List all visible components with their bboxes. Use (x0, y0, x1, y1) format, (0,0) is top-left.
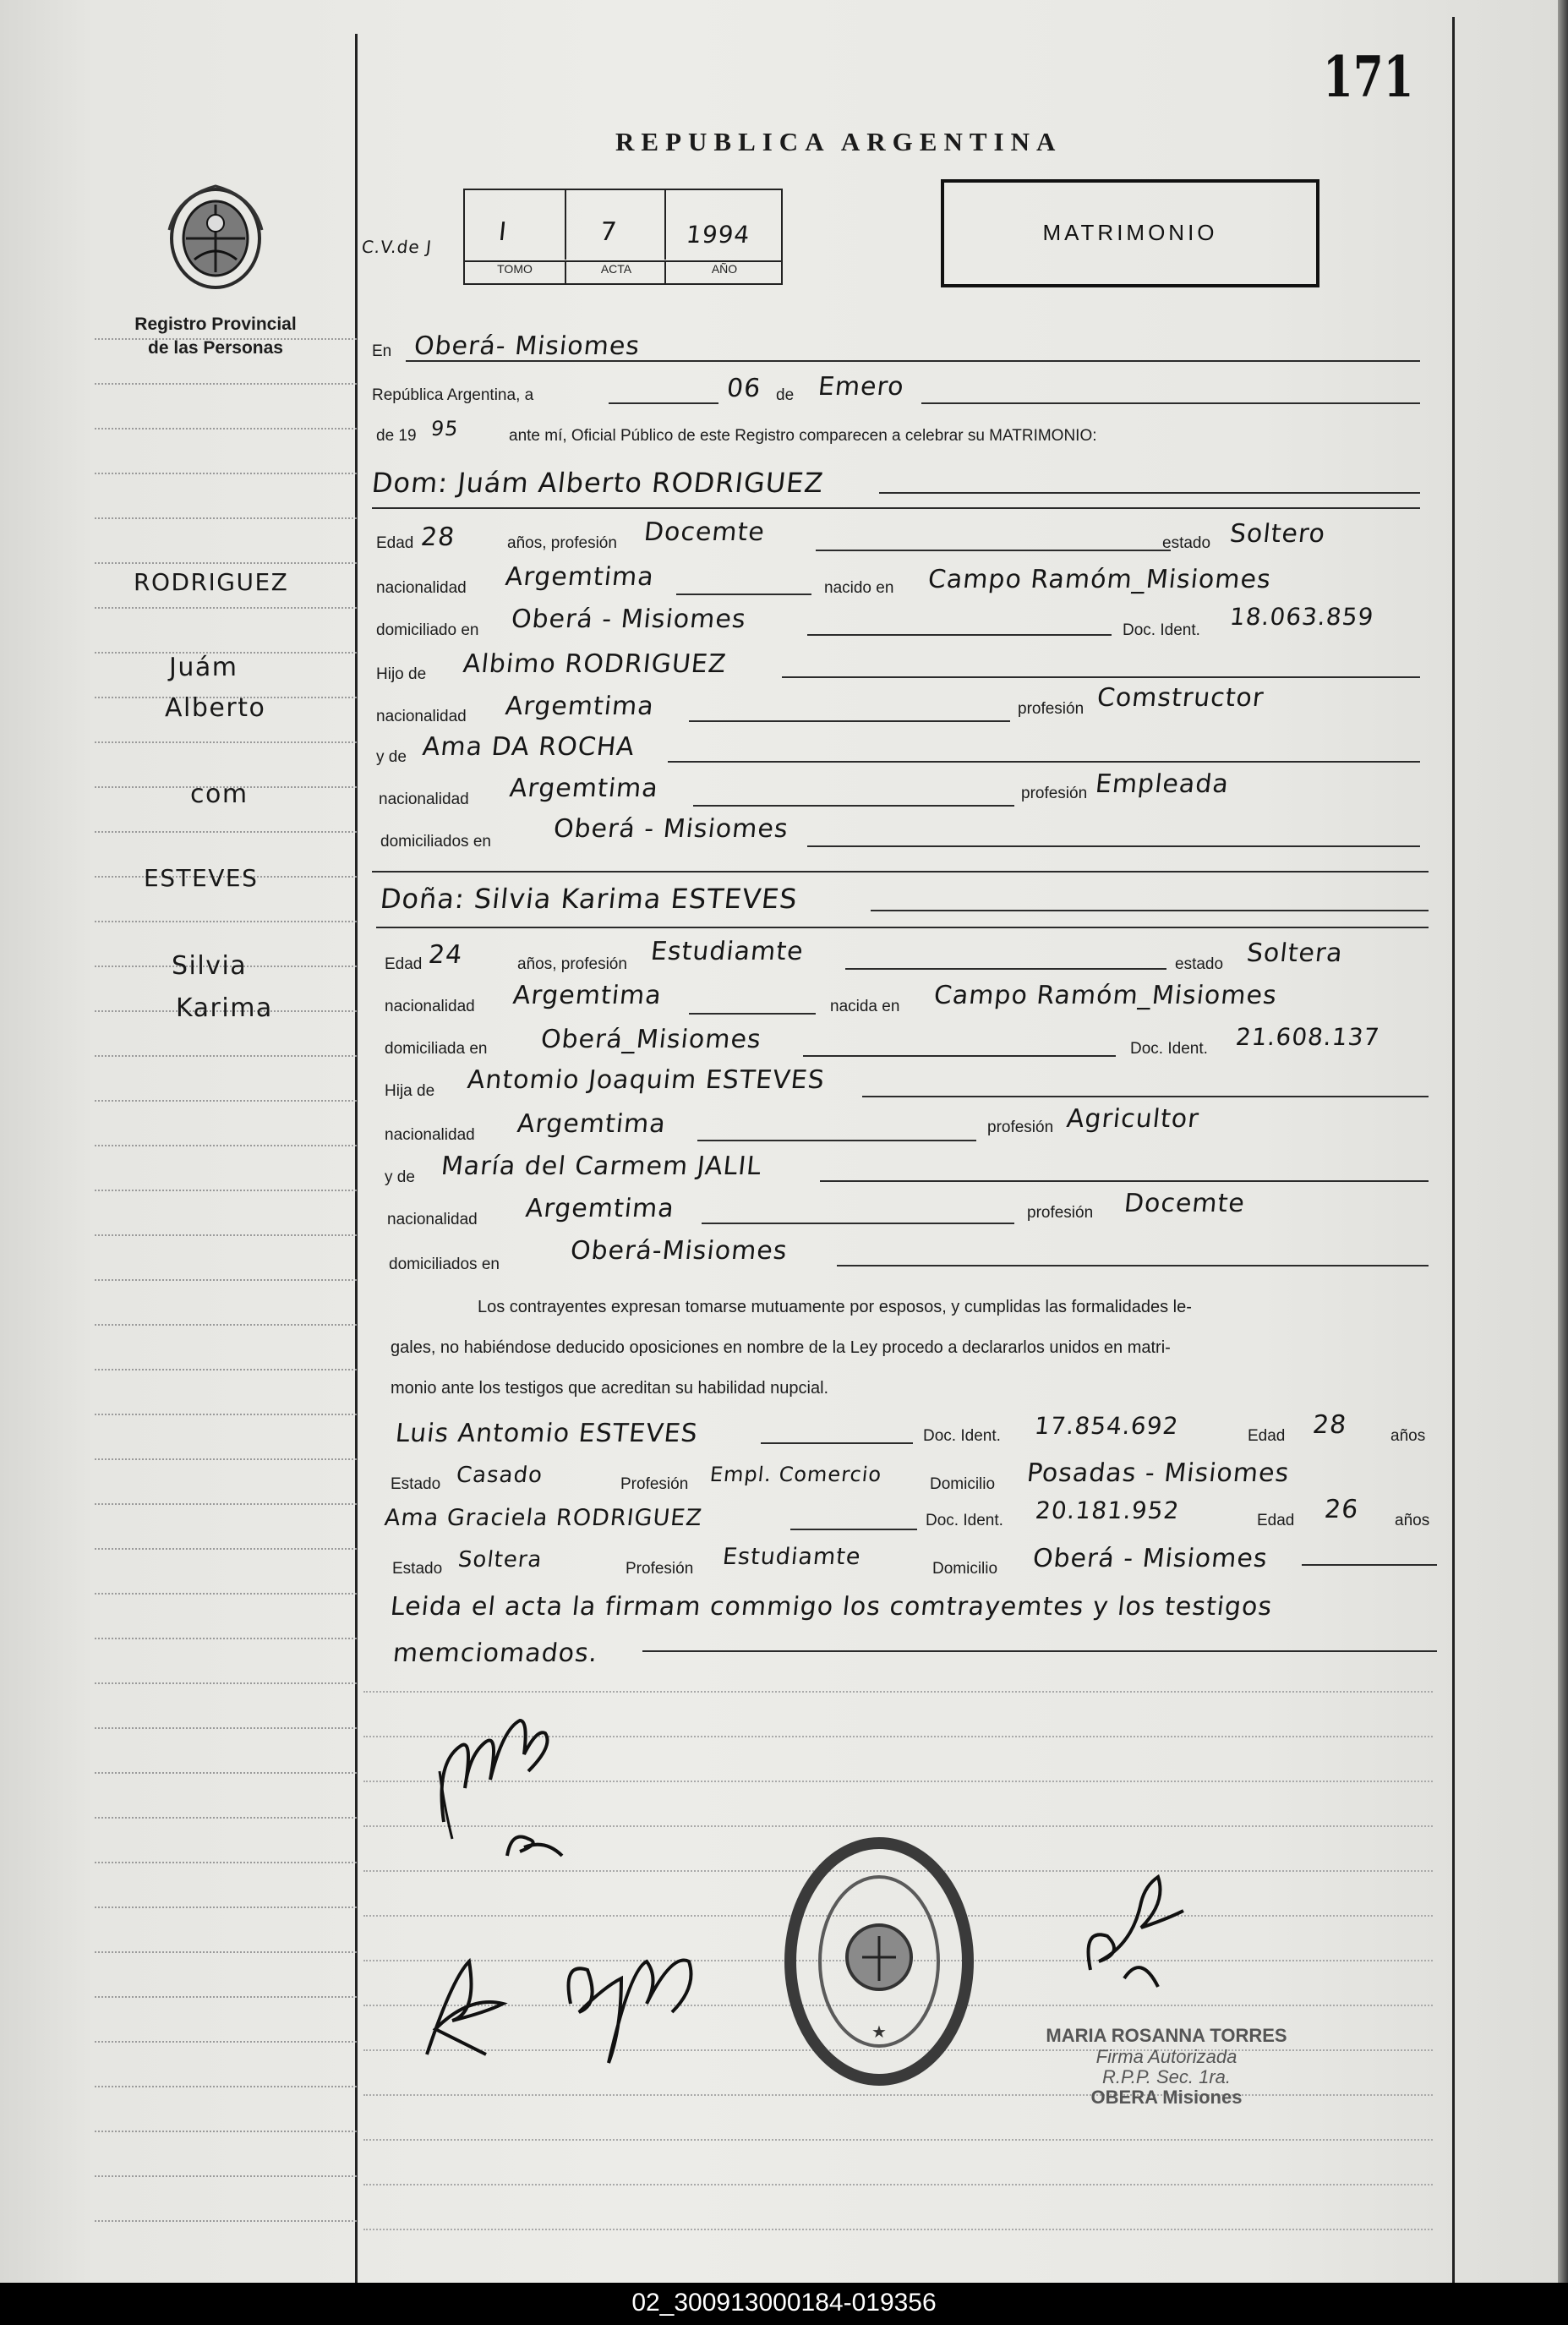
de-label: de (776, 386, 795, 404)
bride-doc-number: 21.608.137 (1234, 1023, 1382, 1051)
bride-full-name: Doña: Silvia Karima ESTEVES (379, 883, 800, 915)
witness2-doc-number: 20.181.952 (1034, 1496, 1182, 1524)
witness2-edad-label: Edad (1257, 1512, 1295, 1529)
bride-nacionalidad-label: nacionalidad (385, 998, 475, 1015)
fill-line (790, 1529, 917, 1530)
official-office: R.P.P. Sec. 1ra. (1101, 2066, 1232, 2087)
fill-line (697, 1140, 976, 1141)
registry-line-2: de las Personas (148, 338, 283, 358)
bride-father-profession: Agricultor (1065, 1104, 1201, 1134)
fill-line (676, 594, 811, 595)
page-edge (1558, 0, 1568, 2283)
groom-father-nationality: Argemtima (504, 692, 656, 721)
bride-father-label: Hija de (385, 1082, 435, 1100)
right-vertical-border (1452, 17, 1455, 2283)
bride-estado-label: estado (1175, 955, 1224, 973)
fill-line (693, 805, 1014, 807)
witness1-doc-label: Doc. Ident. (923, 1427, 1001, 1445)
witness2-age: 26 (1323, 1495, 1361, 1524)
witness1-domicile: Posadas - Misiomes (1025, 1458, 1292, 1488)
month-value: Emero (817, 372, 906, 402)
bride-parents-dom-label: domiciliados en (389, 1256, 500, 1273)
left-vertical-border (355, 34, 358, 2283)
groom-father: Albimo RODRIGUEZ (462, 649, 729, 679)
bride-domicile: Oberá_Misiomes (539, 1025, 763, 1054)
witness2-profession: Estudiamte (721, 1544, 863, 1570)
fill-line (689, 720, 1010, 722)
groom-birthplace: Campo Ramóm_Misiomes (926, 565, 1273, 594)
witness1-profesion-label: Profesión (620, 1475, 689, 1493)
groom-mother-prof-label: profesión (1021, 785, 1088, 802)
witness2-estado-label: Estado (392, 1560, 443, 1578)
intro-text: ante mí, Oficial Público de este Registro comparecen a celebrar su MATRIMONIO: (509, 427, 1097, 445)
groom-doc-label: Doc. Ident. (1123, 621, 1200, 639)
bride-age: 24 (427, 940, 465, 970)
bride-mother-nat-label: nacionalidad (387, 1211, 478, 1228)
republica-label: República Argentina, a (372, 386, 534, 404)
groom-nacionalidad-label: nacionalidad (376, 579, 467, 597)
fill-line (807, 845, 1420, 847)
declaration-line-2: gales, no habiéndose deducido oposiciones en nombre de la Ley procedo a declararlos unidos en matri- (391, 1338, 1171, 1357)
bride-section-divider (376, 927, 1429, 928)
groom-anos-profesion-label: años, profesión (507, 534, 617, 552)
witness1-profession: Empl. Comercio (708, 1463, 883, 1486)
fill-line (1302, 1564, 1437, 1566)
fill-line (837, 1265, 1429, 1266)
official-signature (1074, 1852, 1192, 1995)
groom-full-name: Dom: Juám Alberto RODRIGUEZ (370, 467, 826, 499)
acta-reference-table (463, 189, 783, 285)
fill-line (807, 634, 1112, 636)
margin-groom-name-2: Alberto (165, 693, 266, 723)
day-value: 06 (725, 374, 763, 403)
groom-father-nat-label: nacionalidad (376, 708, 467, 725)
groom-mother: Ama DA ROCHA (421, 732, 636, 762)
registry-line-1: Registro Provincial (134, 315, 297, 334)
margin-connector: com (190, 780, 249, 809)
witness1-age: 28 (1311, 1410, 1349, 1440)
margin-groom-name-1: Juám (169, 653, 238, 682)
bride-domiciliada-label: domiciliada en (385, 1040, 488, 1058)
witness2-civil-status: Soltera (456, 1547, 544, 1573)
groom-mother-nat-label: nacionalidad (379, 790, 469, 808)
margin-bride-surname: ESTEVES (144, 864, 259, 892)
fill-line (816, 550, 1171, 551)
bride-mother-prof-label: profesión (1027, 1204, 1094, 1222)
tomo-label: TOMO (465, 260, 565, 285)
fill-line (845, 968, 1166, 970)
witness2-name: Ama Graciela RODRIGUEZ (383, 1505, 704, 1531)
groom-mother-profession: Empleada (1094, 769, 1231, 799)
cvdej-label: C.V.de J (360, 237, 434, 257)
ano-label: AÑO (664, 260, 783, 285)
official-location: OBERA Misiones (1090, 2087, 1243, 2108)
official-role: Firma Autorizada (1095, 2046, 1237, 2067)
groom-father-label: Hijo de (376, 665, 427, 683)
fill-line (803, 1055, 1116, 1057)
fill-line (406, 360, 1420, 362)
margin-bride-name-1: Silvia (172, 951, 248, 981)
fill-line (689, 1013, 816, 1015)
margin-groom-surname: RODRIGUEZ (134, 568, 289, 596)
groom-mother-label: y de (376, 748, 407, 766)
bride-anos-profesion-label: años, profesión (517, 955, 627, 973)
groom-section-divider (372, 507, 1420, 509)
page-title: REPUBLICA ARGENTINA (615, 127, 1063, 156)
witness2-domicilio-label: Domicilio (932, 1560, 998, 1578)
en-label: En (372, 342, 392, 360)
page-number: 171 (1323, 44, 1414, 110)
bride-father-nat-label: nacionalidad (385, 1126, 475, 1144)
groom-profession: Docemte (642, 517, 767, 547)
fill-line (609, 402, 718, 404)
bride-profession: Estudiamte (649, 937, 806, 966)
tomo-value: I (497, 217, 509, 247)
acta-label: ACTA (565, 260, 666, 285)
bride-nacida-label: nacida en (830, 998, 900, 1015)
fill-line (879, 492, 1420, 494)
bride-edad-label: Edad (385, 955, 423, 973)
declaration-line-3: monio ante los testigos que acreditan su habilidad nupcial. (391, 1379, 829, 1398)
bride-mother-nationality: Argemtima (524, 1194, 676, 1223)
fill-line (782, 676, 1420, 678)
bride-father: Antomio Joaquim ESTEVES (466, 1065, 827, 1095)
groom-estado-label: estado (1162, 534, 1211, 552)
declaration-line-1: Los contrayentes expresan tomarse mutuamente por esposos, y cumplidas las formalidades le- (478, 1298, 1192, 1316)
bride-mother-label: y de (385, 1168, 415, 1186)
fill-line (871, 910, 1429, 911)
bride-mother: María del Carmem JALIL (440, 1152, 763, 1181)
groom-age: 28 (419, 522, 457, 552)
groom-nacido-label: nacido en (824, 579, 894, 597)
official-seal (778, 1830, 981, 2092)
groom-doc-number: 18.063.859 (1228, 603, 1376, 631)
bride-mother-profession: Docemte (1123, 1189, 1247, 1218)
year-prefix: de 19 (376, 427, 417, 445)
fill-line (761, 1442, 913, 1444)
groom-domiciliado-label: domiciliado en (376, 621, 479, 639)
closing-line-2: memciomados. (391, 1638, 600, 1668)
fill-line (820, 1180, 1429, 1182)
witness1-name: Luis Antomio ESTEVES (394, 1419, 700, 1448)
acta-value: 7 (598, 217, 619, 247)
fill-line (862, 1096, 1429, 1097)
place-value: Oberá- Misiomes (412, 331, 642, 361)
groom-civil-status: Soltero (1228, 519, 1327, 549)
witness1-domicilio-label: Domicilio (930, 1475, 996, 1493)
groom-father-prof-label: profesión (1018, 700, 1084, 718)
groom-father-profession: Comstructor (1095, 683, 1266, 713)
svg-text:★: ★ (871, 2021, 887, 2042)
witness2-anos-label: años (1395, 1512, 1430, 1529)
fill-line (921, 402, 1420, 404)
groom-domicile: Oberá - Misiomes (510, 604, 748, 634)
margin-bride-name-2: Karima (176, 993, 273, 1023)
witness1-civil-status: Casado (455, 1463, 544, 1488)
witness2-doc-label: Doc. Ident. (926, 1512, 1003, 1529)
coat-of-arms-emblem (161, 179, 270, 293)
ano-value: 1994 (685, 221, 751, 249)
groom-signature (427, 1695, 571, 1864)
groom-mother-nationality: Argemtima (508, 774, 660, 803)
bride-parents-domicile: Oberá-Misiomes (569, 1236, 789, 1266)
witness1-anos-label: años (1390, 1427, 1426, 1445)
bride-birthplace: Campo Ramóm_Misiomes (932, 981, 1279, 1010)
witness1-estado-label: Estado (391, 1475, 441, 1493)
closing-line-1: Leida el acta la firmam commigo los comtrayemtes y los testigos (389, 1592, 1274, 1622)
bride-father-prof-label: profesión (987, 1119, 1054, 1136)
bride-doc-label: Doc. Ident. (1130, 1040, 1208, 1058)
groom-nationality: Argemtima (504, 562, 656, 592)
registry-name (110, 313, 321, 360)
witness1-doc-number: 17.854.692 (1033, 1412, 1181, 1440)
section-divider (372, 871, 1429, 873)
groom-edad-label: Edad (376, 534, 414, 552)
witness1-edad-label: Edad (1248, 1427, 1286, 1445)
bride-father-nationality: Argemtima (516, 1109, 668, 1139)
fill-line (642, 1650, 1437, 1652)
act-type-label: MATRIMONIO (1042, 220, 1218, 245)
act-type-box (941, 179, 1319, 287)
year-suffix: 95 (429, 417, 461, 440)
bride-civil-status: Soltera (1245, 938, 1345, 968)
bride-signature (418, 1911, 714, 2071)
witness2-domicile: Oberá - Misiomes (1031, 1544, 1270, 1573)
document-code: 02_300913000184-019356 (631, 2289, 937, 2317)
bride-nationality: Argemtima (511, 981, 664, 1010)
witness2-profesion-label: Profesión (626, 1560, 694, 1578)
fill-line (668, 761, 1420, 763)
fill-line (702, 1223, 1014, 1224)
groom-parents-domicile: Oberá - Misiomes (552, 814, 790, 844)
official-name: MARIA ROSANNA TORRES (1046, 2025, 1287, 2046)
groom-parents-dom-label: domiciliados en (380, 833, 491, 851)
